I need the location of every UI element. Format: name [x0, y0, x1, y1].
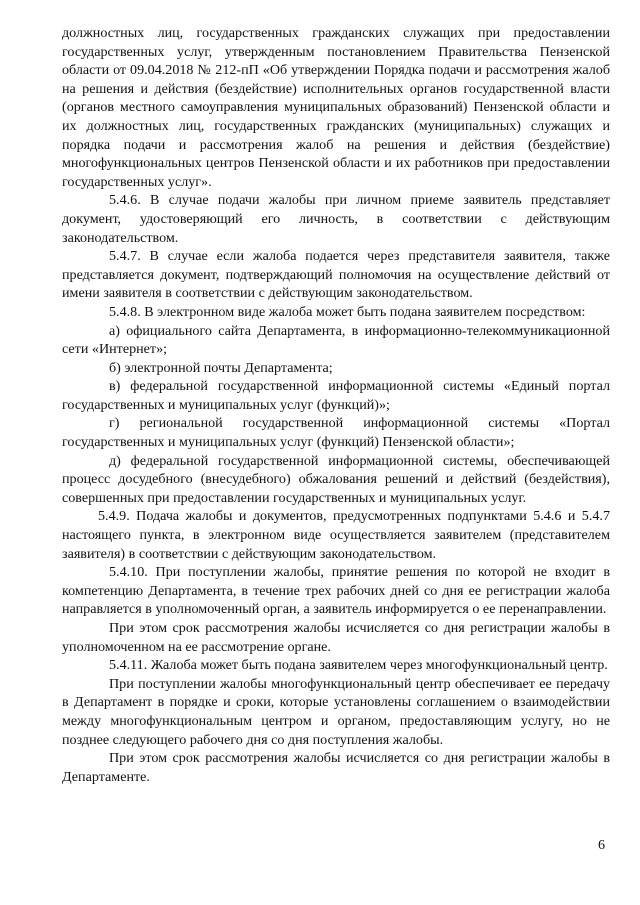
page-number: 6 [598, 838, 605, 853]
paragraph-mfc-transfer: При поступлении жалобы многофункциональный центр обеспечивает ее передачу в Департамент в порядке и сроки, которые установлены соглашением о взаимодействии между многофункциональным центром и органом, предоставляющим услугу, но не позднее следующего рабочего дня со дня поступления жалобы. [62, 675, 610, 748]
paragraph-5-4-10: 5.4.10. При поступлении жалобы, принятие решения по которой не входит в компетенцию Департамента, в течение трех рабочих дней со дня ее регистрации жалоба направляется в уполномоченный орган, а заявитель информируется о ее перенаправлении. [62, 564, 610, 618]
list-item-g: г) региональной государственной информационной системы «Портал государственных и муниципальных услуг (функций) Пензенской области»; [62, 415, 610, 451]
list-item-v: в) федеральной государственной информационной системы «Единый портал государственных и муниципальных услуг (функций)»; [62, 378, 610, 413]
paragraph-5-4-9: 5.4.9. Подача жалобы и документов, предусмотренных подпунктами 5.4.6 и 5.4.7 настоящего пункта, в электронном виде осуществляется заявителем (представителем заявителя) в соответствии с действующим законодательством. [62, 508, 610, 562]
paragraph-deadline-1: При этом срок рассмотрения жалобы исчисляется со дня регистрации жалобы в уполномоченном на ее рассмотрение органе. [62, 620, 610, 655]
paragraph-5-4-8: 5.4.8. В электронном виде жалоба может быть подана заявителем посредством: [109, 303, 586, 320]
paragraph-5-4-11: 5.4.11. Жалоба может быть подана заявителем через многофункциональный центр. [109, 657, 608, 674]
paragraph-continuation: должностных лиц, государственных гражданских служащих при предоставлении государственных услуг, утвержденным постановлением Правительства Пензенской области от 09.04.2018 № 212-пП «Об утверждении Порядка подачи и рассмотрения жалоб на решения и действия (бездействие) исполнительных органов государственной власти (органов местного самоуправления муниципальных образований) Пензенской области и их должностных лиц, государственных гражданских (муниципальных) служащих и порядка подачи и рассмотрения жалоб на решения и действия (бездействие) многофункциональных центров Пензенской области и их работников при предоставлении государственных услуг». [62, 25, 610, 190]
list-item-b: б) электронной почты Департамента; [109, 359, 333, 376]
list-item-d: д) федеральной государственной информационной системы, обеспечивающей процесс досудебного (внесудебного) обжалования решений и действий (бездействия), совершенных при предоставлении государственных и муниципальных услуг. [62, 452, 610, 506]
paragraph-5-4-7: 5.4.7. В случае если жалоба подается через представителя заявителя, также представляется документ, подтверждающий полномочия на осуществление действий от имени заявителя в соответствии с действующим законодательством. [62, 248, 610, 302]
list-item-a: а) официального сайта Департамента, в информационно-телекоммуникационной сети «Интернет»; [62, 322, 610, 358]
paragraph-5-4-6: 5.4.6. В случае подачи жалобы при личном приеме заявитель представляет документ, удостоверяющий его личность, в соответствии с действующим законодательством. [62, 192, 610, 246]
paragraph-deadline-2: При этом срок рассмотрения жалобы исчисляется со дня регистрации жалобы в Департаменте. [62, 750, 610, 785]
document-body [62, 24, 610, 786]
